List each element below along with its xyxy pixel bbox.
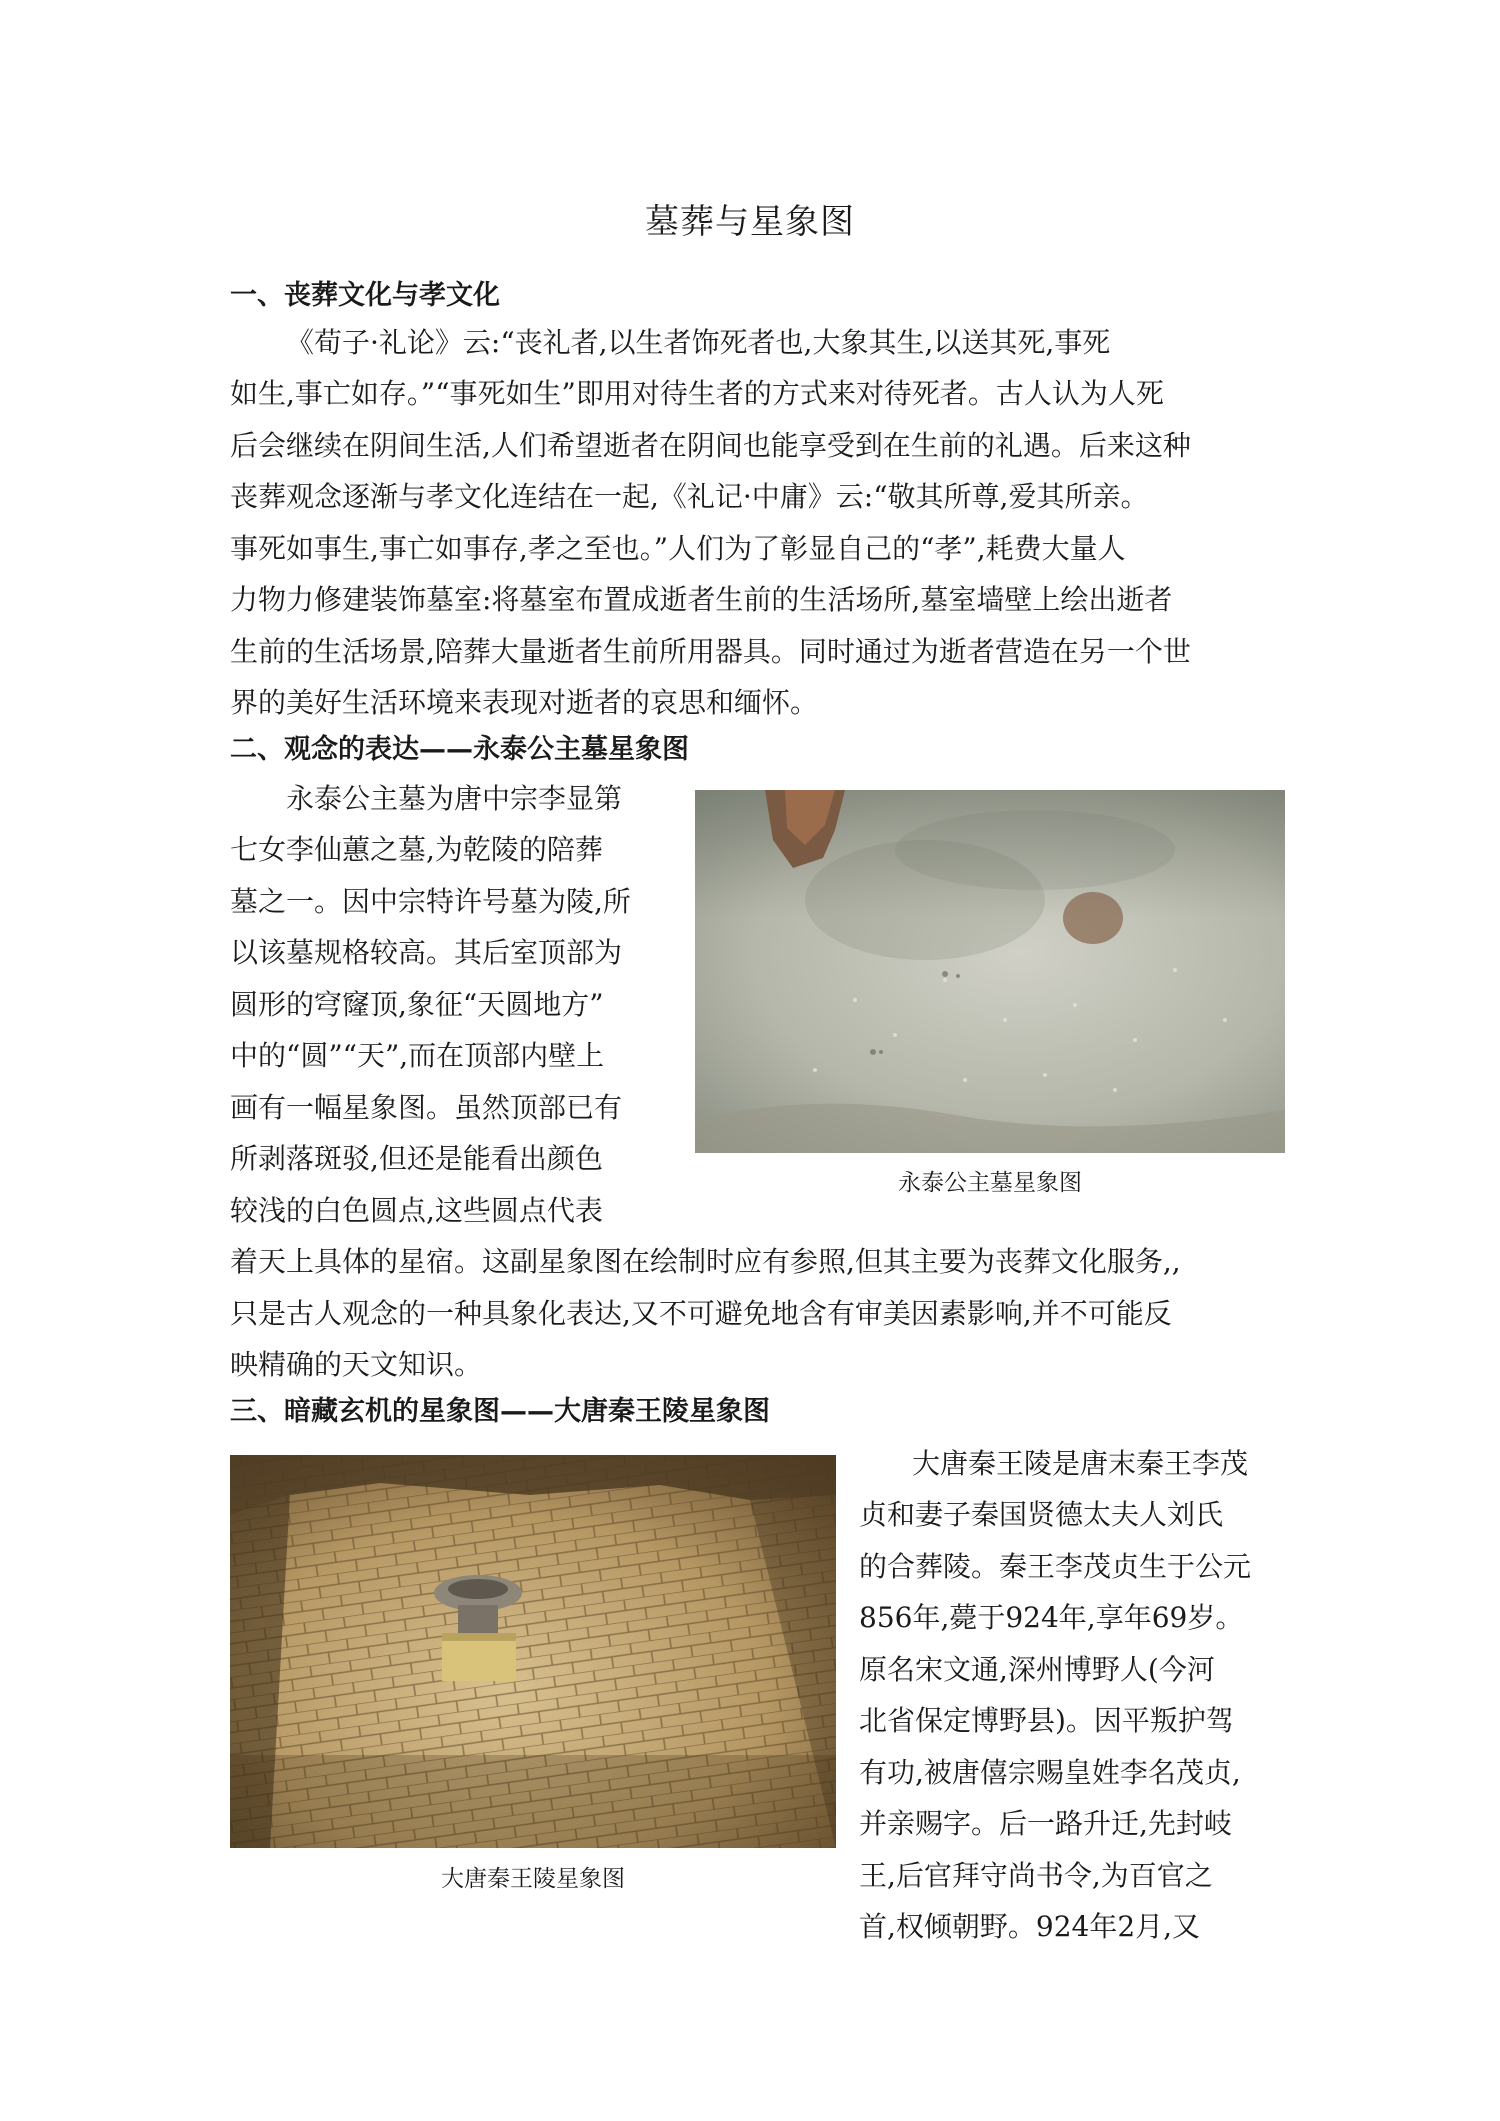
paragraph-line: 圆形的穹窿顶,象征“天圆地方” bbox=[230, 988, 604, 1021]
paragraph-line: 以该墓规格较高。其后室顶部为 bbox=[230, 936, 623, 969]
paragraph-line: 永泰公主墓为唐中宗李显第 bbox=[286, 782, 623, 815]
paragraph-line: 界的美好生活环境来表现对逝者的哀思和缅怀。 bbox=[230, 686, 819, 719]
image-caption: 大唐秦王陵星象图 bbox=[441, 1866, 625, 1892]
paragraph-line: 中的“圆”“天”,而在顶部内壁上 bbox=[230, 1039, 605, 1072]
qin-king-mausoleum-star-map-photo bbox=[230, 1455, 836, 1848]
yongtai-tomb-star-map-photo bbox=[695, 790, 1285, 1153]
paragraph-line: 力物力修建装饰墓室:将墓室布置成逝者生前的生活场所,墓室墙壁上绘出逝者 bbox=[230, 583, 1173, 616]
paragraph-line: 所剥落斑驳,但还是能看出颜色 bbox=[230, 1142, 603, 1175]
paragraph-line: 较浅的白色圆点,这些圆点代表 bbox=[230, 1194, 603, 1227]
paragraph-line: 北省保定博野县)。因平叛护驾 bbox=[859, 1704, 1234, 1737]
image-caption: 永泰公主墓星象图 bbox=[898, 1170, 1082, 1196]
paragraph-line: 首,权倾朝野。924年2月,又 bbox=[859, 1910, 1201, 1943]
paragraph-line: 映精确的天文知识。 bbox=[230, 1348, 483, 1381]
paragraph-line: 856年,薨于924年,享年69岁。 bbox=[859, 1601, 1244, 1634]
section-heading-3: 三、暗藏玄机的星象图——大唐秦王陵星象图 bbox=[230, 1396, 770, 1427]
paragraph-line: 墓之一。因中宗特许号墓为陵,所 bbox=[230, 885, 631, 918]
section-heading-1: 一、丧葬文化与孝文化 bbox=[230, 280, 500, 311]
paragraph-line: 着天上具体的星宿。这副星象图在绘制时应有参照,但其主要为丧葬文化服务,, bbox=[230, 1245, 1181, 1278]
paragraph-line: 贞和妻子秦国贤德太夫人刘氏 bbox=[859, 1498, 1224, 1531]
paragraph-line: 丧葬观念逐渐与孝文化连结在一起,《礼记·中庸》云:“敬其所尊,爱其所亲。 bbox=[230, 480, 1149, 513]
paragraph-line: 只是古人观念的一种具象化表达,又不可避免地含有审美因素影响,并不可能反 bbox=[230, 1297, 1172, 1330]
paragraph-line: 大唐秦王陵是唐末秦王李茂 bbox=[912, 1447, 1249, 1480]
paragraph-line: 的合葬陵。秦王李茂贞生于公元 bbox=[859, 1550, 1252, 1583]
paragraph-line: 画有一幅星象图。虽然顶部已有 bbox=[230, 1091, 623, 1124]
paragraph-line: 有功,被唐僖宗赐皇姓李名茂贞, bbox=[859, 1756, 1241, 1789]
paragraph-line: 后会继续在阴间生活,人们希望逝者在阴间也能享受到在生前的礼遇。后来这种 bbox=[230, 429, 1191, 462]
paragraph-line: 生前的生活场景,陪葬大量逝者生前所用器具。同时通过为逝者营造在另一个世 bbox=[230, 635, 1191, 668]
page-title: 墓葬与星象图 bbox=[645, 202, 855, 242]
paragraph-line: 七女李仙蕙之墓,为乾陵的陪葬 bbox=[230, 833, 603, 866]
paragraph-line: 如生,事亡如存。”“事死如生”即用对待生者的方式来对待死者。古人认为人死 bbox=[230, 377, 1164, 410]
paragraph-line: 事死如事生,事亡如事存,孝之至也。”人们为了彰显自己的“孝”,耗费大量人 bbox=[230, 532, 1126, 565]
section-heading-2: 二、观念的表达——永泰公主墓星象图 bbox=[230, 734, 689, 765]
paragraph-line: 原名宋文通,深州博野人(今河 bbox=[859, 1653, 1215, 1686]
paragraph-line: 《荀子·礼论》云:“丧礼者,以生者饰死者也,大象其生,以送其死,事死 bbox=[286, 326, 1111, 359]
paragraph-line: 并亲赐字。后一路升迁,先封岐 bbox=[859, 1807, 1232, 1840]
paragraph-line: 王,后官拜守尚书令,为百官之 bbox=[859, 1859, 1213, 1892]
